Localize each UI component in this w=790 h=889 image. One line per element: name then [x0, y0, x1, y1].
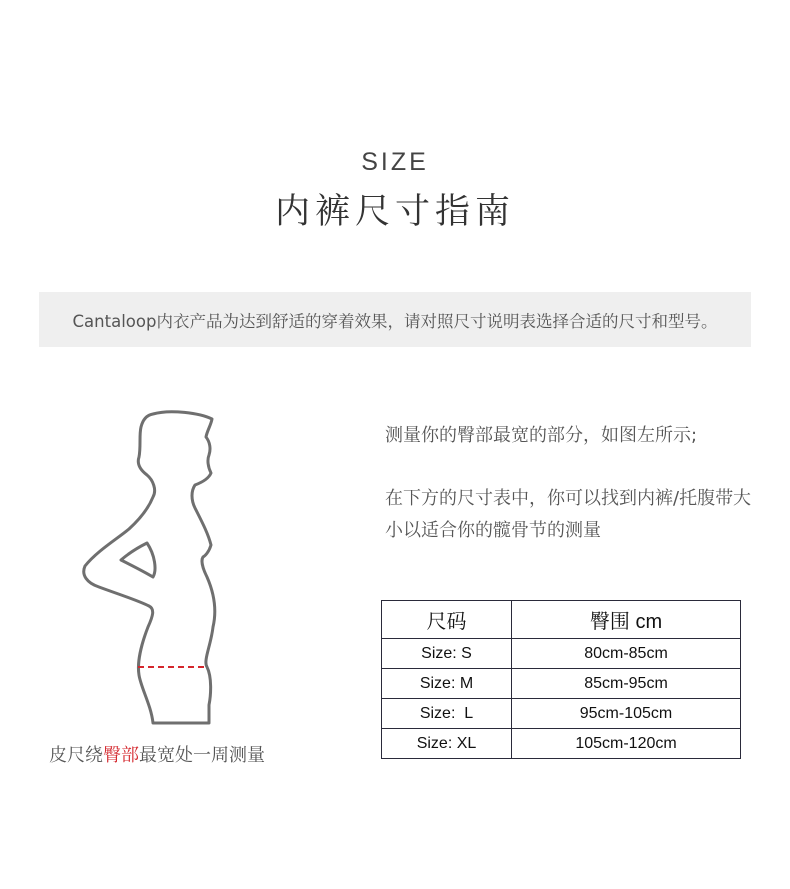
header-size: 尺码 [382, 601, 512, 639]
hip-range-cell: 95cm-105cm [512, 699, 741, 729]
table-row [382, 729, 741, 759]
size-heading: SIZE [361, 148, 429, 176]
caption-text-before: 皮尺绕 [49, 745, 103, 766]
table-header-row [382, 601, 741, 639]
figure-caption [49, 741, 265, 767]
intro-banner [39, 292, 751, 347]
table-row [382, 669, 741, 699]
caption-highlight: 臀部 [103, 745, 139, 766]
size-cell: Size: XL [382, 729, 512, 759]
table-row [382, 699, 741, 729]
hip-range-cell: 105cm-120cm [512, 729, 741, 759]
intro-text: Cantaloop内衣产品为达到舒适的穿着效果，请对照尺寸说明表选择合适的尺寸和型号。 [72, 311, 718, 331]
hip-range-cell: 85cm-95cm [512, 669, 741, 699]
header-hip: 臀围 cm [512, 601, 741, 639]
caption-text-after: 最宽处一周测量 [139, 745, 265, 766]
hip-range-cell: 80cm-85cm [512, 639, 741, 669]
table-row [382, 639, 741, 669]
pregnant-silhouette-icon [75, 405, 245, 730]
instruction-paragraph-2: 在下方的尺寸表中，你可以找到内裤/托腹带大小以适合你的髋骨节的测量 [385, 488, 752, 541]
instruction-paragraph-1: 测量你的臀部最宽的部分，如图左所示; [385, 425, 698, 446]
size-table [381, 600, 741, 759]
figure-illustration [75, 405, 245, 730]
size-cell: Size: L [382, 699, 512, 729]
page-title: 内裤尺寸指南 [274, 192, 515, 232]
size-cell: Size: S [382, 639, 512, 669]
size-cell: Size: M [382, 669, 512, 699]
